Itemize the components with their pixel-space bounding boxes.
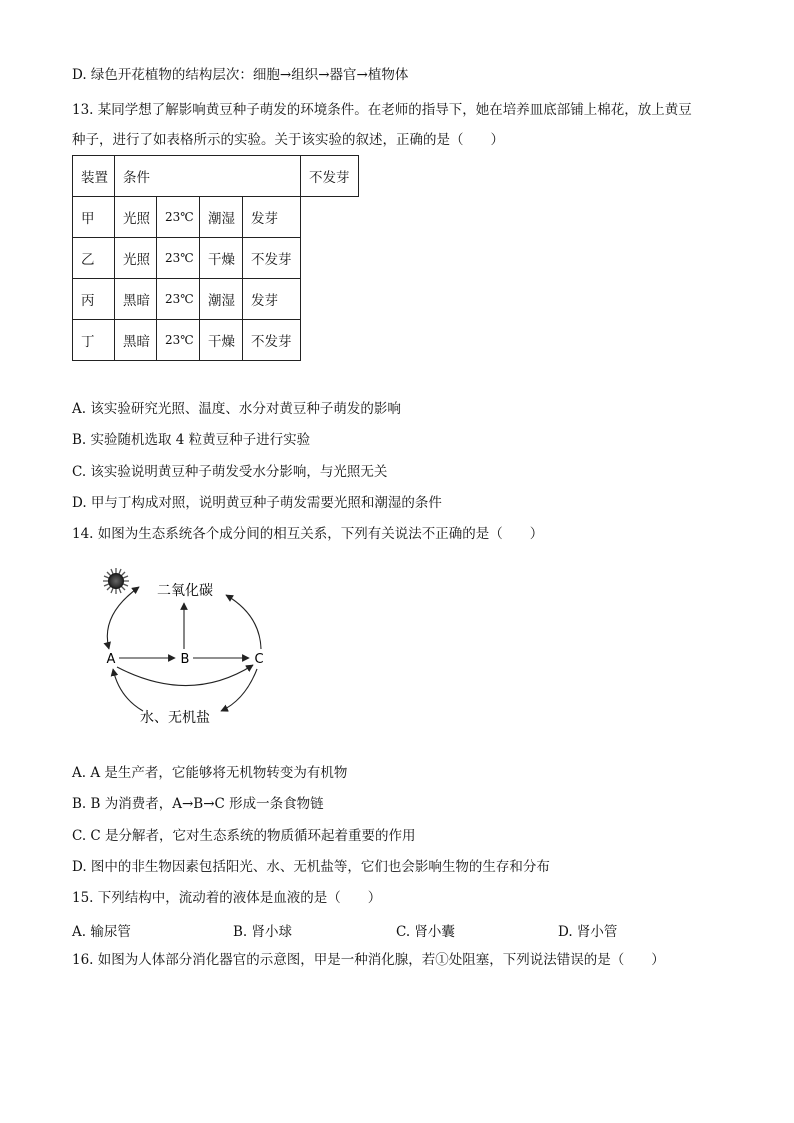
q14-option-d: D. 图中的非生物因素包括阳光、水、无机盐等，它们也会影响生物的生存和分布 [72, 859, 550, 875]
table-row [73, 238, 359, 279]
sun-icon [103, 568, 129, 594]
node-b: B [180, 652, 190, 667]
q14-option-c: C. C 是分解者，它对生态系统的物质循环起着重要的作用 [72, 828, 416, 844]
q15-option-c: C. 肾小囊 [396, 924, 455, 940]
q16-stem: 16. 如图为人体部分消化器官的示意图，甲是一种消化腺，若①处阻塞，下列说法错误的是（ ） [72, 952, 665, 968]
table-cell: 丙 [73, 279, 115, 320]
table-cell: 23℃ [157, 238, 200, 279]
table-cell: 23℃ [157, 279, 200, 320]
table-cell: 23℃ [157, 197, 200, 238]
previous-option-d: D. 绿色开花植物的结构层次：细胞→组织→器官→植物体 [72, 67, 409, 83]
q13-stem-line-2: 种子，进行了如表格所示的实验。关于该实验的叙述，正确的是（ ） [72, 132, 504, 148]
table-row [73, 279, 359, 320]
q15-option-b: B. 肾小球 [233, 924, 293, 940]
q15-option-d: D. 肾小管 [558, 924, 618, 940]
q14-option-b: B. B 为消费者，A→B→C 形成一条食物链 [72, 796, 324, 812]
table-cell: 23℃ [157, 320, 200, 361]
table-header-row [73, 156, 359, 197]
table-cell: 黑暗 [115, 279, 157, 320]
q13-stem-line-1: 13. 某同学想了解影响黄豆种子萌发的环境条件。在老师的指导下，她在培养皿底部铺上棉花，放上黄豆 [72, 102, 692, 118]
node-c: C [254, 652, 264, 667]
table-cell: 黑暗 [115, 320, 157, 361]
q13-condition-table [72, 155, 359, 361]
table-cell: 不发芽 [243, 238, 301, 279]
table-row [73, 320, 359, 361]
q13-option-c: C. 该实验说明黄豆种子萌发受水分影响，与光照无关 [72, 464, 388, 480]
q15-stem: 15. 下列结构中，流动着的液体是血液的是（ ） [72, 890, 382, 906]
table-row [73, 197, 359, 238]
co2-label: 二氧化碳 [157, 583, 213, 599]
q15-option-a: A. 输尿管 [72, 924, 131, 940]
q13-option-a: A. 该实验研究光照、温度、水分对黄豆种子萌发的影响 [72, 401, 401, 417]
arrow-water-to-a [113, 669, 143, 711]
table-cell: 光照 [115, 197, 157, 238]
table-cell: 乙 [73, 238, 115, 279]
q14-stem: 14. 如图为生态系统各个成分间的相互关系，下列有关说法不正确的是（ ） [72, 526, 544, 542]
table-cell: 潮湿 [200, 197, 243, 238]
node-a: A [106, 652, 116, 667]
arrow-c-to-co2 [226, 595, 261, 649]
arrow-a-co2-exchange [107, 587, 139, 649]
table-cell: 干燥 [200, 238, 243, 279]
table-header-cell: 不发芽 [301, 156, 359, 197]
arrow-c-to-water [221, 669, 257, 711]
table-cell: 干燥 [200, 320, 243, 361]
table-cell: 发芽 [243, 197, 301, 238]
table-cell: 甲 [73, 197, 115, 238]
ecosystem-diagram [95, 565, 295, 730]
table-cell: 不发芽 [243, 320, 301, 361]
table-cell: 潮湿 [200, 279, 243, 320]
water-minerals-label: 水、无机盐 [140, 710, 210, 726]
table-cell: 丁 [73, 320, 115, 361]
table-cell: 发芽 [243, 279, 301, 320]
table-cell: 光照 [115, 238, 157, 279]
table-header-cell: 装置 [73, 156, 115, 197]
q13-option-d: D. 甲与丁构成对照，说明黄豆种子萌发需要光照和潮湿的条件 [72, 495, 442, 511]
q14-option-a: A. A 是生产者，它能够将无机物转变为有机物 [72, 765, 348, 781]
arrow-a-to-c [117, 665, 253, 686]
table-header-cell: 条件 [115, 156, 301, 197]
q13-option-b: B. 实验随机选取 4 粒黄豆种子进行实验 [72, 432, 311, 448]
